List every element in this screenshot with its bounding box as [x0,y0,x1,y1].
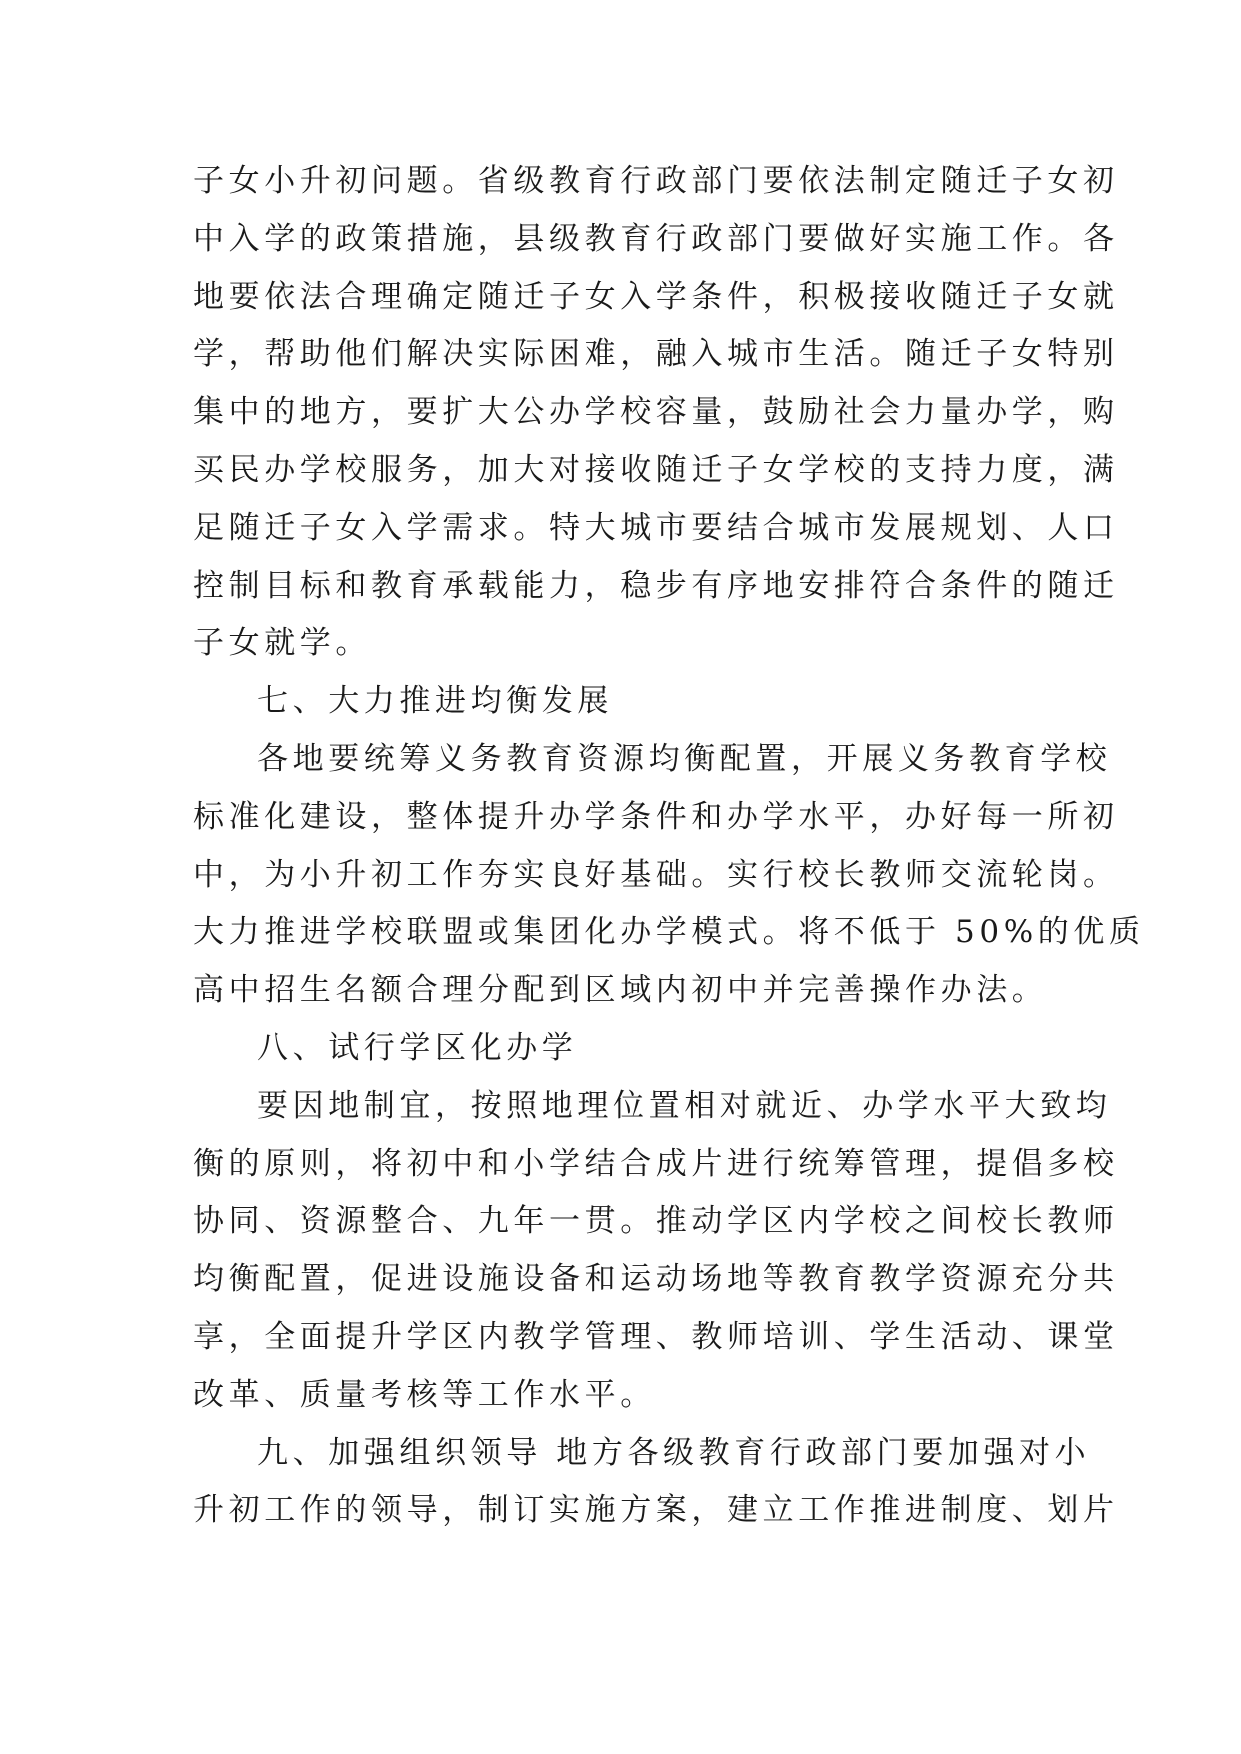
section-heading-7: 七、大力推进均衡发展 [257,683,613,720]
text-line: 升初工作的领导，制订实施方案，建立工作推进制度、划片 [193,1492,1119,1529]
text-line: 学，帮助他们解决实际困难，融入城市生活。随迁子女特别 [193,336,1119,373]
text-line: 衡的原则，将初中和小学结合成片进行统筹管理，提倡多校 [193,1145,1119,1182]
text-line: 集中的地方，要扩大公办学校容量，鼓励社会力量办学，购 [193,394,1119,431]
text-line: 中入学的政策措施，县级教育行政部门要做好实施工作。各 [193,220,1119,257]
text-line: 高中招生名额合理分配到区域内初中并完善操作办法。 [193,972,1048,1009]
text-line: 均衡配置，促进设施设备和运动场地等教育教学资源充分共 [193,1261,1119,1298]
text-line: 地要依法合理确定随迁子女入学条件，积极接收随迁子女就 [193,278,1119,315]
text-line: 中，为小升初工作夯实良好基础。实行校长教师交流轮岗。 [193,856,1119,893]
paragraph-start: 要因地制宜，按照地理位置相对就近、办学水平大致均 [257,1087,1112,1124]
text-line: 买民办学校服务，加大对接收随迁子女学校的支持力度，满 [193,451,1119,488]
text-line: 大力推进学校联盟或集团化办学模式。将不低于 50%的优质 [193,914,1145,951]
section-heading-9: 九、加强组织领导 地方各级教育行政部门要加强对小 [257,1434,1091,1471]
section-heading-8: 八、试行学区化办学 [257,1029,578,1066]
text-line: 标准化建设，整体提升办学条件和办学水平，办好每一所初 [193,798,1119,835]
paragraph-start: 各地要统筹义务教育资源均衡配置，开展义务教育学校 [257,740,1112,777]
text-line: 子女小升初问题。省级教育行政部门要依法制定随迁子女初 [193,163,1119,199]
text-line: 子女就学。 [193,625,371,662]
text-line: 享，全面提升学区内教学管理、教师培训、学生活动、课堂 [193,1318,1119,1355]
document-body [193,153,1145,1540]
text-line: 改革、质量考核等工作水平。 [193,1376,656,1413]
text-line: 足随迁子女入学需求。特大城市要结合城市发展规划、人口 [193,509,1119,546]
text-line: 控制目标和教育承载能力，稳步有序地安排符合条件的随迁 [193,567,1119,604]
text-line: 协同、资源整合、九年一贯。推动学区内学校之间校长教师 [193,1203,1119,1240]
